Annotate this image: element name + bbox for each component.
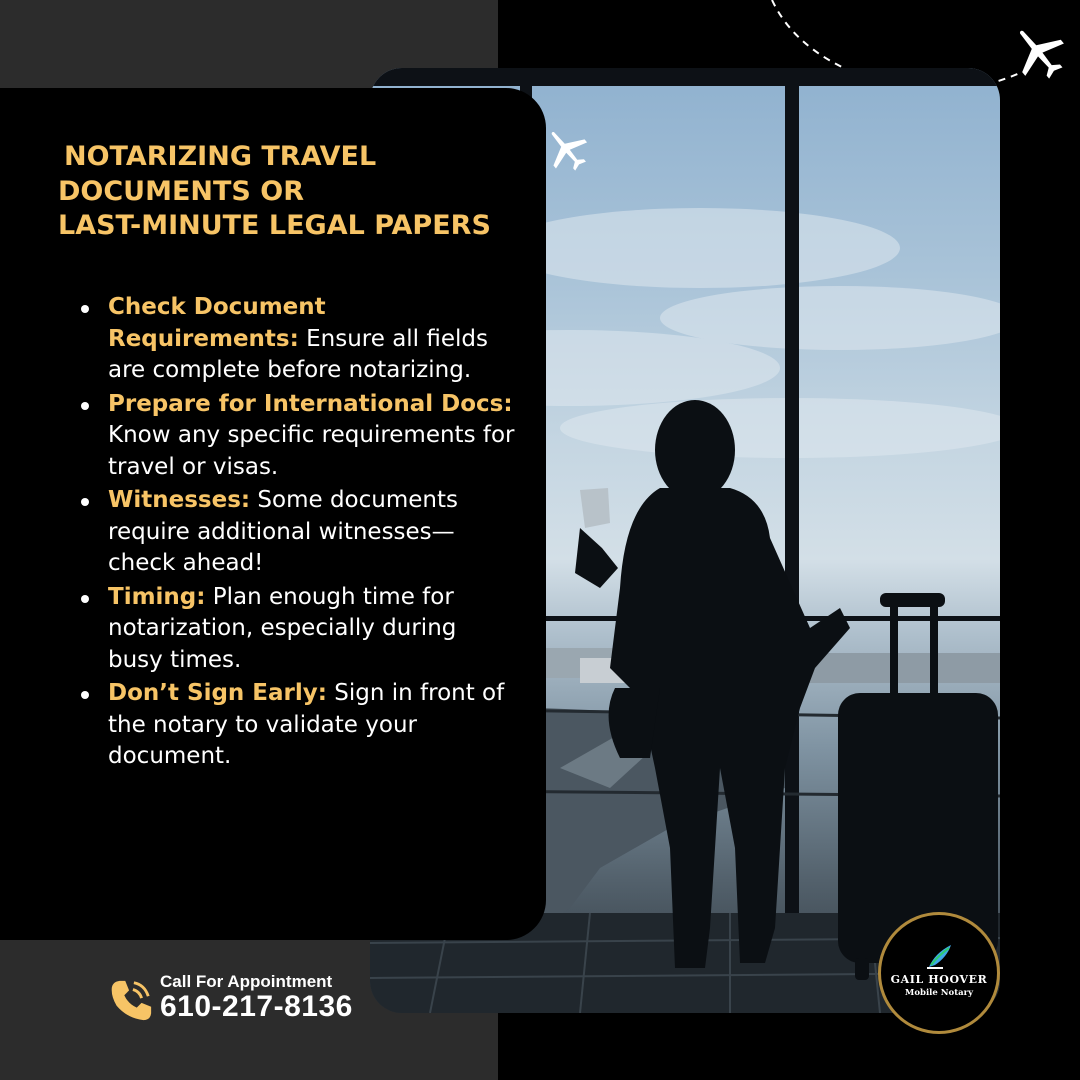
title-line: LAST-MINUTE LEGAL PAPERS bbox=[58, 210, 491, 241]
phone-icon[interactable] bbox=[108, 976, 154, 1024]
list-item bbox=[78, 292, 518, 387]
tip-label: Timing: bbox=[108, 583, 206, 610]
title-line: NOTARIZING TRAVEL bbox=[64, 141, 377, 172]
airplane-icon bbox=[542, 125, 592, 175]
tip-text: Plan enough time for notarization, especially during busy times. bbox=[108, 583, 457, 673]
list-item bbox=[78, 485, 518, 580]
page-title bbox=[58, 140, 528, 244]
list-item bbox=[78, 582, 518, 677]
list-item bbox=[78, 678, 518, 773]
airplane-icon bbox=[1008, 22, 1070, 84]
tip-label: Check Document Requirements: bbox=[108, 294, 326, 352]
tip-text: Sign in front of the notary to validate your document. bbox=[108, 680, 505, 769]
call-label: Call For Appointment bbox=[160, 972, 333, 991]
logo-name: GAIL HOOVER bbox=[890, 973, 988, 986]
list-item bbox=[78, 389, 518, 484]
tips-list bbox=[78, 292, 518, 775]
phone-number[interactable]: 610-217-8136 bbox=[160, 990, 353, 1023]
tip-text: Ensure all fields are complete before notarizing. bbox=[108, 325, 488, 383]
tip-label: Don’t Sign Early: bbox=[108, 680, 327, 706]
title-line: DOCUMENTS OR bbox=[58, 175, 305, 207]
quill-icon bbox=[925, 943, 955, 971]
tip-label: Witnesses: bbox=[108, 487, 251, 513]
brand-logo bbox=[878, 912, 1000, 1034]
tip-label: Prepare for International Docs: bbox=[108, 390, 513, 417]
tip-text: Know any specific requirements for travel or visas. bbox=[108, 422, 515, 480]
tip-text: Some documents require additional witnesses—check ahead! bbox=[108, 487, 458, 576]
logo-subtitle: Mobile Notary bbox=[904, 988, 974, 998]
